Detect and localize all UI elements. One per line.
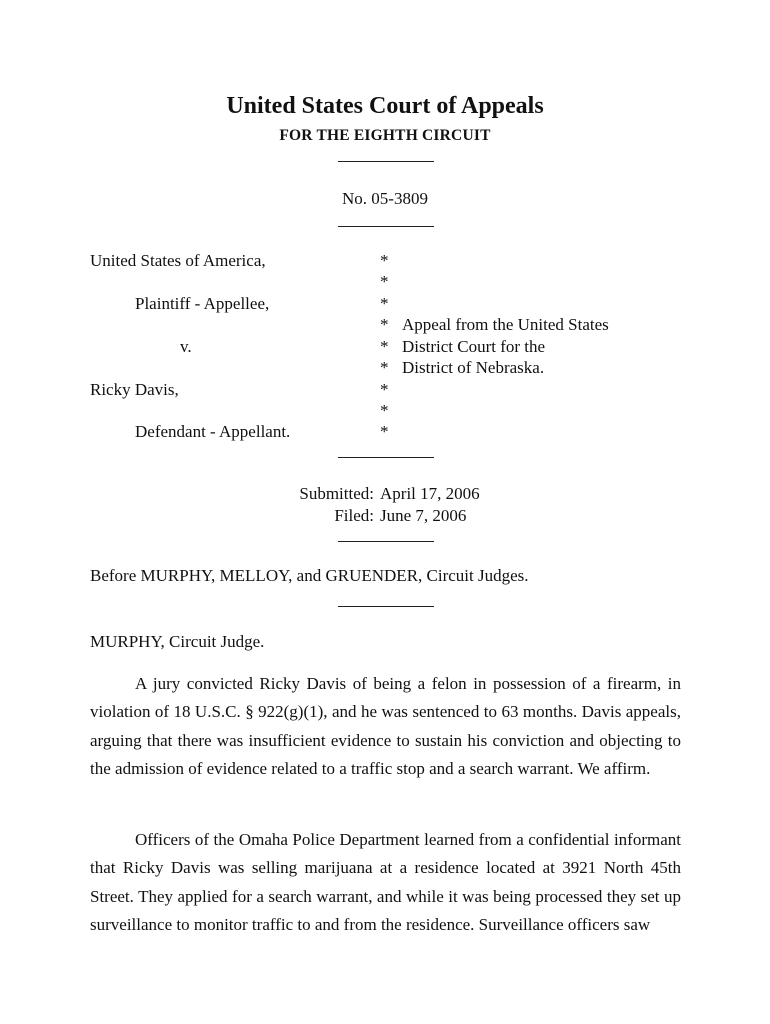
party-plaintiff-role: Plaintiff - Appellee, [135,294,270,313]
opinion-paragraph [90,670,681,784]
caption-star: * [380,294,389,313]
appeal-line: Appeal from the United States [402,315,609,334]
opinion-paragraph [90,826,681,940]
caption-star: * [380,315,389,334]
divider-rule [338,457,434,458]
submitted-date: April 17, 2006 [380,484,480,503]
caption-star: * [380,337,389,356]
court-title: United States Court of Appeals [226,93,544,119]
caption-star: * [380,272,389,291]
divider-rule [338,541,434,542]
caption-star: * [380,358,389,377]
caption-star: * [380,251,389,270]
party-defendant: Ricky Davis, [90,380,179,399]
divider-rule [338,226,434,227]
appeal-line: District of Nebraska. [402,358,545,377]
divider-rule [338,606,434,607]
caption-star: * [380,422,389,441]
versus: v. [180,337,192,356]
filed-label: Filed: [334,506,374,525]
opinion-paragraph-text: A jury convicted Ricky Davis of being a felon in possession of a firearm, in violation of 18 U.S.C. § 922(g)(1), and he was sentenced to 63 months. Davis appeals, arguing that there was insufficient evidence to sustain his conviction and objecting to the admission of evidence related to a traffic stop and a search warrant. We affirm. [90,674,681,779]
submitted-label: Submitted: [299,484,374,503]
divider-rule [338,161,434,162]
opinion-author: MURPHY, Circuit Judge. [90,632,265,651]
circuit-name: FOR THE EIGHTH CIRCUIT [279,127,491,144]
party-defendant-role: Defendant - Appellant. [135,422,291,441]
panel-judges: Before MURPHY, MELLOY, and GRUENDER, Circuit Judges. [90,566,529,585]
party-plaintiff: United States of America, [90,251,266,270]
opinion-paragraph-text: Officers of the Omaha Police Department learned from a confidential informant that Ricky Davis was selling marijuana at a residence located at 3921 North 45th Street. They applied for a search warrant, and while it was being processed they set up surveillance to monitor traffic to and from the residence. Surveillance officers saw [90,830,681,935]
case-number: No. 05-3809 [342,189,428,208]
filed-date: June 7, 2006 [380,506,467,525]
appeal-line: District Court for the [402,337,546,356]
caption-star: * [380,380,389,399]
caption-star: * [380,401,389,420]
